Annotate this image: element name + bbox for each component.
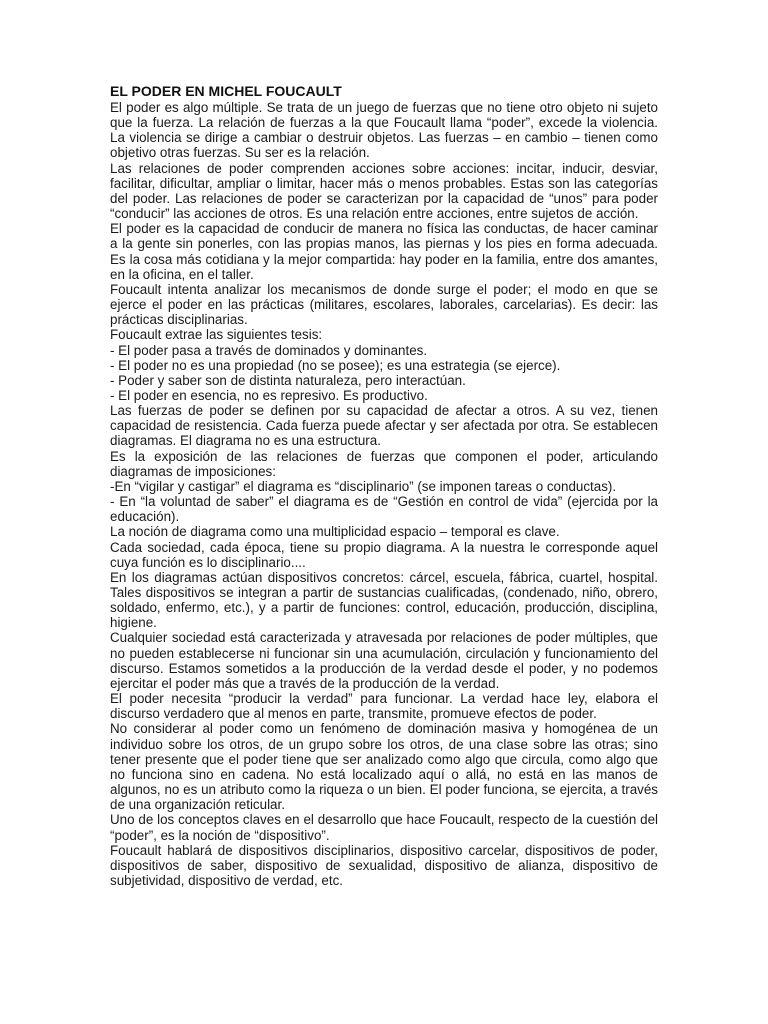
list-item: - El poder no es una propiedad (no se posee); es una estrategia (se ejerce).	[110, 357, 561, 373]
paragraph: Cada sociedad, cada época, tiene su propio diagrama. A la nuestra le corresponde aquel cuya función es lo disciplinario....	[110, 539, 658, 570]
document-page	[110, 83, 658, 888]
paragraph: Foucault intenta analizar los mecanismos de donde surge el poder; el modo en que se ejerce el poder en las prácticas (militares, escolares, laborales, carcelarias). Es decir: las prácticas disciplinarias.	[110, 281, 658, 328]
paragraph: Uno de los conceptos claves en el desarrollo que hace Foucault, respecto de la cuestión del “poder”, es la noción de “dispositivo”.	[110, 812, 658, 843]
paragraph: Las fuerzas de poder se definen por su capacidad de afectar a otros. A su vez, tienen capacidad de resistencia. Cada fuerza puede afectar y ser afectada por otra. Se establecen diagramas. El diagrama no es una estructura.	[110, 403, 658, 449]
paragraph: El poder es la capacidad de conducir de manera no física las conductas, de hacer caminar a la gente sin ponerles, con las propias manos, las piernas y los pies en forma adecuada. Es la cosa más cotidiana y la mejor compartida: hay poder en la familia, entre dos amantes, en la oficina, en el taller.	[110, 221, 658, 282]
document-title: EL PODER EN MICHEL FOUCAULT	[110, 83, 342, 99]
paragraph: En los diagramas actúan dispositivos concretos: cárcel, escuela, fábrica, cuartel, hospital. Tales dispositivos se integran a partir de sustancias cualificadas, (condenado, niño, obrero, soldado, enfermo, etc.), y a partir de funciones: control, educación, producción, disciplina, higiene.	[110, 569, 658, 631]
list-item: - El poder en esencia, no es represivo. Es productivo.	[110, 387, 428, 403]
list-item: - Poder y saber son de distinta naturaleza, pero interactúan.	[110, 372, 466, 388]
paragraph: Foucault hablará de dispositivos disciplinarios, dispositivo carcelar, dispositivos de poder, dispositivos de saber, dispositivo de sexualidad, dispositivo de alianza, dispositivo de subjetividad, dispositivo de verdad, etc.	[110, 842, 658, 888]
paragraph: Las relaciones de poder comprenden acciones sobre acciones: incitar, inducir, desviar, facilitar, dificultar, ampliar o limitar, hacer más o menos probables. Estas son las categorías del poder. Las relaciones de poder se caracterizan por la capacidad de “unos” para poder “conducir” las acciones de otros. Es una relación entre acciones, entre sujetos de acción.	[110, 160, 658, 222]
paragraph: Cualquier sociedad está caracterizada y atravesada por relaciones de poder múltiples, que no pueden establecerse ni funcionar sin una acumulación, circulación y funcionamiento del discurso. Estamos sometidos a la producción de la verdad desde el poder, y no podemos ejercitar el poder más que a través de la producción de la verdad.	[110, 630, 658, 691]
list-item: -En “vigilar y castigar” el diagrama es “disciplinario” (se imponen tareas o conductas).	[110, 478, 617, 494]
paragraph: La noción de diagrama como una multiplicidad espacio – temporal es clave.	[110, 524, 560, 540]
list-item: - El poder pasa a través de dominados y dominantes.	[110, 342, 428, 358]
paragraph: Es la exposición de las relaciones de fuerzas que componen el poder, articulando diagramas de imposiciones:	[110, 448, 658, 479]
paragraph: Foucault extrae las siguientes tesis:	[110, 327, 323, 343]
paragraph: El poder necesita “producir la verdad” para funcionar. La verdad hace ley, elabora el discurso verdadero que al menos en parte, transmite, promueve efectos de poder.	[110, 691, 658, 722]
list-item: - En “la voluntad de saber” el diagrama es de “Gestión en control de vida” (ejercida por la educación).	[110, 494, 658, 525]
paragraph: El poder es algo múltiple. Se trata de un juego de fuerzas que no tiene otro objeto ni sujeto que la fuerza. La relación de fuerzas a la que Foucault llama “poder”, excede la violencia. La violencia se dirige a cambiar o destruir objetos. Las fuerzas – en cambio – tienen como objetivo otras fuerzas. Su ser es la relación.	[110, 100, 658, 161]
paragraph: No considerar al poder como un fenómeno de dominación masiva y homogénea de un individuo sobre los otros, de un grupo sobre los otros, de una clase sobre las otras; sino tener presente que el poder tiene que ser analizado como algo que circula, como algo que no funciona sino en cadena. No está localizado aquí o allá, no está en las manos de algunos, no es un atributo como la riqueza o un bien. El poder funciona, se ejercita, a través de una organización reticular.	[110, 721, 658, 813]
